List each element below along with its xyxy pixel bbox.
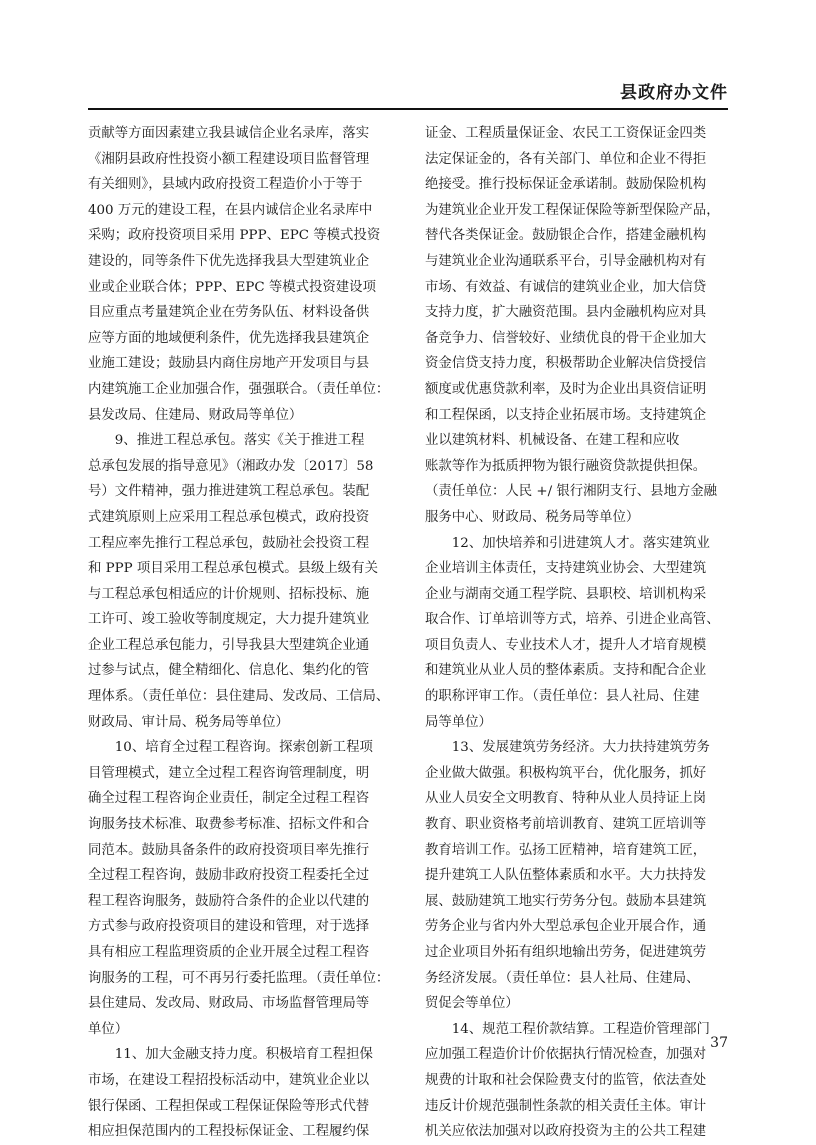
text-line: 工程应率先推行工程总承包，鼓励社会投资工程 [88,535,370,551]
text-line: 9、推进工程总承包。落实《关于推进工程 [88,433,365,449]
text-line: 13、发展建筑劳务经济。大力扶持建筑劳务 [425,740,710,756]
text-line: 确全过程工程咨询企业责任，制定全过程工程咨 [88,791,370,807]
text-line: 400 万元的建设工程，在县内诚信企业名录库中 [88,202,373,218]
text-line: 县住建局、发改局、财政局、市场监督管理局等 [88,996,370,1012]
text-line: 应加强工程造价计价依据执行情况检查，加强对 [425,1047,707,1063]
text-line: 程工程咨询服务，鼓励符合条件的企业以代建的 [88,893,370,909]
text-line: 县发改局、住建局、财政局等单位） [88,407,303,423]
text-line: 替代各类保证金。鼓励银企合作，搭建金融机构 [425,228,707,244]
text-line: 法定保证金的，各有关部门、单位和企业不得拒 [425,151,707,167]
text-line: 工许可、竣工验收等制度规定，大力提升建筑业 [88,612,370,628]
text-line: 14、规范工程价款结算。工程造价管理部门 [425,1021,710,1037]
text-line: 从业人员安全文明教育、特种从业人员持证上岗 [425,791,707,807]
text-line: 绝接受。推行投标保证金承诺制。鼓励保险机构 [425,177,707,193]
text-line: 与建筑业企业沟通联系平台，引导金融机构对有 [425,253,707,269]
text-line: 企业做大做强。积极构筑平台，优化服务，抓好 [425,765,707,781]
text-line: 询服务技术标准、取费参考标准、招标文件和合 [88,817,370,833]
text-line: 询服务的工程，可不再另行委托监理。（责任单位： [88,970,390,986]
text-line: 市场、有效益、有诚信的建筑业企业，加大信贷 [425,279,707,295]
left-text-column [88,121,391,1145]
text-line: 提升建筑工人队伍整体素质和水平。大力扶持发 [425,868,707,884]
text-line: 建设的，同等条件下优先选择我县大型建筑业企 [88,253,370,269]
text-line: 资金信贷支持力度，积极帮助企业解决信贷授信 [425,356,707,372]
document-header-title: 县政府办文件 [620,83,728,103]
text-line: 证金、工程质量保证金、农民工工资保证金四类 [425,126,707,141]
text-line: 和建筑业从业人员的整体素质。支持和配合企业 [425,663,707,679]
text-line: 企业培训主体责任，支持建筑业协会、大型建筑 [425,561,707,577]
text-line: 市场，在建设工程招投标活动中，建筑业企业以 [88,1072,370,1088]
text-line: 总承包发展的指导意见》（湘政办发〔2017〕58 [88,458,374,474]
text-line: 过参与试点，健全精细化、信息化、集约化的管 [88,663,370,679]
text-line: 式建筑原则上应采用工程总承包模式，政府投资 [88,509,370,525]
text-line: 的职称评审工作。（责任单位：县人社局、住建 [425,689,700,705]
text-line: 应等方面的地域便利条件，优先选择我县建筑企 [88,330,370,346]
text-line: 局等单位） [425,714,492,730]
text-line: 规费的计取和社会保险费支付的监管，依法查处 [425,1072,707,1088]
text-line: 教育、职业资格考前培训教育、建筑工匠培训等 [425,817,707,833]
text-line: 业或企业联合体；PPP、EPC 等模式投资建设项 [88,279,376,295]
text-line: 12、加快培养和引进建筑人才。落实建筑业 [425,535,710,551]
text-line: 和 PPP 项目采用工程总承包模式。县级上级有关 [88,561,378,577]
text-line: 目管理模式，建立全过程工程咨询管理制度，明 [88,765,370,781]
text-line: 有关细则》，县域内政府投资工程造价小于等于 [88,177,363,193]
text-line: 教育培训工作。弘扬工匠精神，培育建筑工匠， [425,842,707,858]
text-line: 服务中心、财政局、税务局等单位） [425,509,640,525]
text-line: 务经济发展。（责任单位：县人社局、住建局、 [425,970,700,986]
text-line: 项目负责人、专业技术人才，提升人才培育规模 [425,637,707,653]
text-line: 方式参与政府投资项目的建设和管理，对于选择 [88,919,370,935]
text-line: 贡献等方面因素建立我县诚信企业名录库，落实 [88,126,370,141]
text-line: 账款等作为抵质押物为银行融资贷款提供担保。 [425,458,707,474]
text-line: 同范本。鼓励具备条件的政府投资项目率先推行 [88,842,370,858]
text-line: 全过程工程咨询，鼓励非政府投资工程委托全过 [88,868,370,884]
text-line: 支持力度，扩大融资范围。县内金融机构应对具 [425,305,707,321]
text-line: 目应重点考量建筑企业在劳务队伍、材料设备供 [88,305,370,321]
text-line: 11、加大金融支持力度。积极培育工程担保 [88,1047,373,1063]
text-line: 业以建筑材料、机械设备、在建工程和应收 [425,433,680,449]
text-line: 劳务企业与省内外大型总承包企业开展合作，通 [425,919,707,935]
text-line: 银行保函、工程担保或工程保证保险等形式代替 [88,1098,370,1114]
text-line: 和工程保函，以支持企业拓展市场。支持建筑企 [425,407,707,423]
text-line: 企业工程总承包能力，引导我县大型建筑企业通 [88,637,370,653]
text-line: 额度或优惠贷款利率，及时为企业出具资信证明 [425,381,707,397]
text-line: 具有相应工程监理资质的企业开展全过程工程咨 [88,945,370,960]
text-line: 为建筑业企业开发工程保证保险等新型保险产品， [425,202,720,218]
text-line: 10、培育全过程工程咨询。探索创新工程项 [88,740,373,756]
text-line: 采购；政府投资项目采用 PPP、EPC 等模式投资 [88,228,381,244]
text-line: 理体系。（责任单位：县住建局、发改局、工信局、 [88,689,390,705]
text-line: 过企业项目外拓有组织地输出劳务，促进建筑劳 [425,945,707,960]
text-line: 机关应依法加强对以政府投资为主的公共工程建 [425,1124,707,1140]
text-line: 企业与湖南交通工程学院、县职校、培训机构采 [425,586,707,602]
text-line: 号）文件精神，强力推进建筑工程总承包。装配 [88,484,370,500]
text-line: （责任单位：人民 +/ 银行湘阴支行、县地方金融 [425,484,718,500]
text-line: 财政局、审计局、税务局等单位） [88,714,289,730]
text-line: 违反计价规范强制性条款的相关责任主体。审计 [425,1098,707,1114]
page-number: 37 [710,1035,728,1051]
text-line: 《湘阴县政府性投资小额工程建设项目监督管理 [88,151,370,167]
text-line: 取合作、订单培训等方式，培养、引进企业高管、 [425,612,720,628]
text-line: 业施工建设；鼓励县内商住房地产开发项目与县 [88,356,370,372]
text-line: 内建筑施工企业加强合作，强强联合。（责任单位： [88,381,390,397]
text-line: 贸促会等单位） [425,996,519,1012]
text-line: 备竞争力、信誉较好、业绩优良的骨干企业加大 [425,330,707,346]
right-text-column [425,121,728,1145]
text-line: 展、鼓励建筑工地实行劳务分包。鼓励本县建筑 [425,893,707,909]
text-line: 单位） [88,1021,129,1037]
header-divider [88,108,728,110]
text-line: 与工程总承包相适应的计价规则、招标投标、施 [88,586,370,602]
text-line: 相应担保范围内的工程投标保证金、工程履约保 [88,1124,370,1140]
